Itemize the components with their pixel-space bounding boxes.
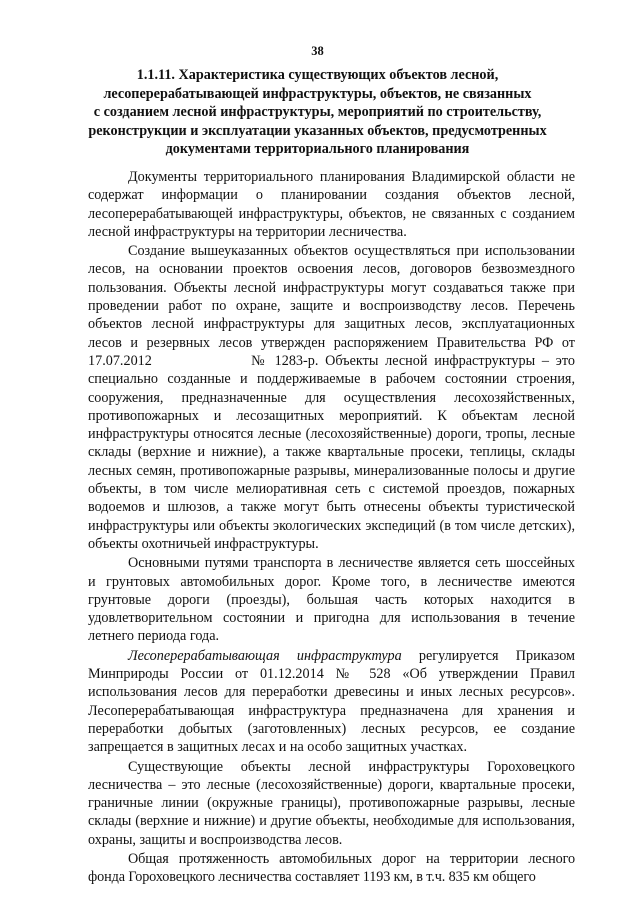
heading-line: лесоперерабатывающей инфраструктуры, объектов, не связанных [103, 85, 532, 102]
heading-line: документами территориального планирования [165, 141, 470, 158]
heading-line: реконструкции и эксплуатации указанных объектов, предусмотренных [88, 122, 547, 139]
italic-term: Лесоперерабатывающая инфраструктура [128, 647, 402, 664]
paragraph: Существующие объекты лесной инфраструктуры Гороховецкого лесничества – это лесные (лесохозяйственные) дороги, квартальные просеки, граничные линии (окружные границы), противопожарные разрывы, лесные склады (верхние и нижние) и другие объекты, необходимые для использования, охраны, защиты и воспроизводства лесов. [88, 758, 575, 848]
paragraph-part: регулируется Приказом Минприроды России от 01.12.2014 № 528 «Об утверждении Правил использования лесов для переработки древесины и иных лесных ресурсов». Лесоперерабатывающая инфраструктура предназначена для хранения и переработки добытых (заготовленных) лесных ресурсов, ее создание запрещается в защитных лесах и на особо защитных участках. [88, 647, 575, 756]
paragraph: Общая протяженность автомобильных дорог на территории лесного фонда Гороховецкого лесничества составляет 1193 км, в т.ч. 835 км общего [88, 850, 575, 886]
paragraph: Документы территориального планирования Владимирской области не содержат информации о планировании создания объектов лесной, лесоперерабатывающей инфраструктуры, объектов, не связанных с созданием лесной инфраструктуры на территории лесничества. [88, 169, 575, 240]
heading-line: с созданием лесной инфраструктуры, мероприятий по строительству, [93, 104, 542, 121]
paragraph-part: Создание вышеуказанных объектов осуществляться при использовании лесов, на основании проектов освоения лесов, договоров безвозмездного пользования. Объекты лесной инфраструктуры могут создаваться также при проведении работ по охране, защите и воспроизводству лесов. Перечень объектов лесной инфраструктуры для защитных лесов, эксплуатационных лесов и резервных лесов утвержден распоряжением Правительства РФ от 17.07.2012 [88, 243, 575, 369]
paragraph [88, 242, 575, 553]
page-number: 38 [311, 44, 324, 58]
section-heading [60, 66, 575, 159]
paragraph [88, 647, 575, 757]
body-text [88, 168, 575, 888]
paragraph-part: № 1283-р. Объекты лесной инфраструктуры – это специально созданные и поддерживаемые в рабочем состоянии строения, сооружения, предназначенные для осуществления лесохозяйственных, противопожарных и лесозащитных мероприятий. К объектам лесной инфраструктуры относятся лесные (лесохозяйственные) дороги, тропы, лесные склады (верхние и нижние), а также квартальные просеки, теплицы, склады лесных семян, противопожарные разрывы, минерализованные полосы и другие объекты, в том числе мелиоративная сеть с системой проездов, пожарных водоемов и шлюзов, а также могут быть отнесены объекты туристической инфраструктуры или объекты экологических экспедиций (в том числе детских), объекты охотничьей инфраструктуры. [88, 352, 575, 552]
paragraph: Основными путями транспорта в лесничестве является сеть шоссейных и грунтовых автомобильных дорог. Кроме того, в лесничестве имеются грунтовые дороги (проезды), большая часть которых находится в удовлетворительном состоянии и пригодна для использования в течение летнего периода года. [88, 555, 575, 645]
heading-line: 1.1.11. Характеристика существующих объектов лесной, [136, 67, 499, 83]
